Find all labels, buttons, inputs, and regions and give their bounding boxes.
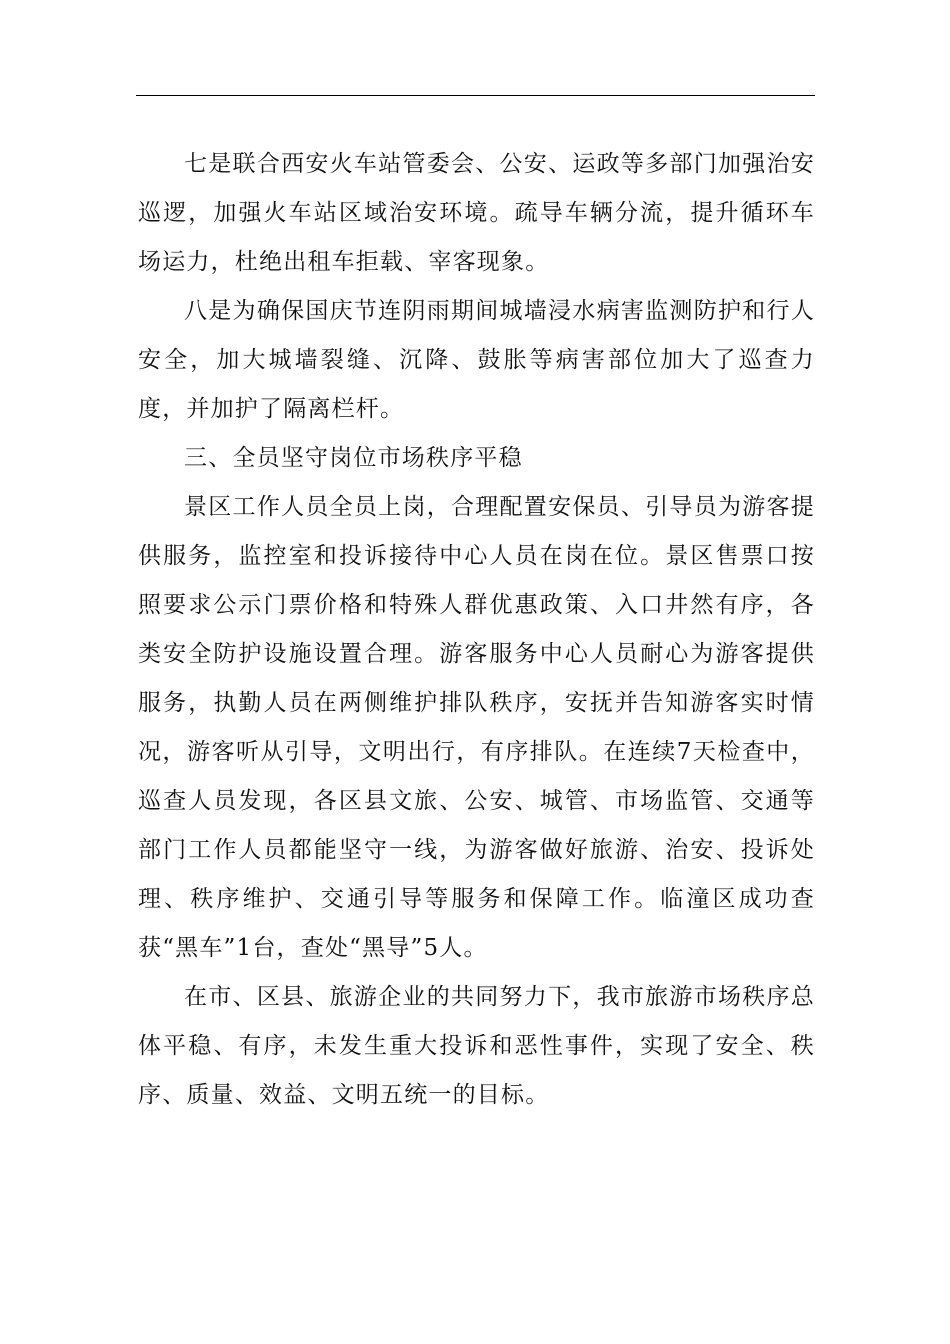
section-heading-three: 三、全员坚守岗位市场秩序平稳 — [184, 445, 523, 471]
paragraph-eighth-measure: 八是为确保国庆节连阴雨期间城墙浸水病害监测防护和行人安全，加大城墙裂缝、沉降、鼓胀等病害部位加大了巡查力度，并加护了隔离栏杆。 — [138, 298, 815, 422]
header-rule — [136, 95, 815, 96]
document-body — [138, 140, 815, 1120]
paragraph-seventh-measure: 七是联合西安火车站管委会、公安、运政等多部门加强治安巡逻，加强火车站区域治安环境。疏导车辆分流，提升循环车场运力，杜绝出租车拒载、宰客现象。 — [138, 151, 815, 275]
paragraph-conclusion: 在市、区县、旅游企业的共同努力下，我市旅游市场秩序总体平稳、有序，未发生重大投诉和恶性事件，实现了安全、秩序、质量、效益、文明五统一的目标。 — [138, 984, 815, 1108]
paragraph-scenic-staff: 景区工作人员全员上岗，合理配置安保员、引导员为游客提供服务，监控室和投诉接待中心人员在岗在位。景区售票口按照要求公示门票价格和特殊人群优惠政策、入口井然有序，各类安全防护设施设置合理。游客服务中心人员耐心为游客提供服务，执勤人员在两侧维护排队秩序，安抚并告知游客实时情况，游客听从引导，文明出行，有序排队。在连续7天检查中，巡查人员发现，各区县文旅、公安、城管、市场监管、交通等部门工作人员都能坚守一线，为游客做好旅游、治安、投诉处理、秩序维护、交通引导等服务和保障工作。临潼区成功查获“黑车”1台，查处“黑导”5人。 — [138, 494, 815, 961]
